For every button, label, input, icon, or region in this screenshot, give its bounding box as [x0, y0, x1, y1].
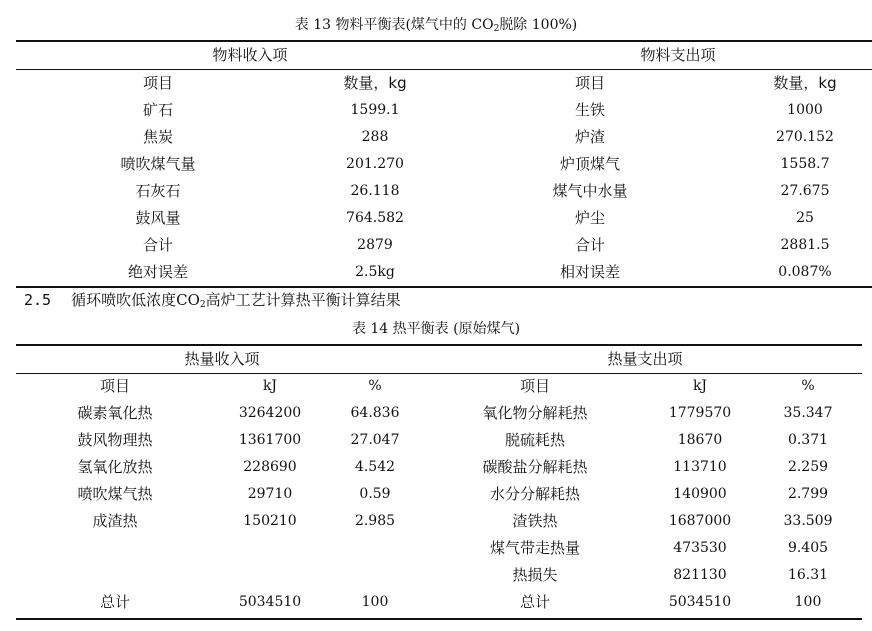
row-item-out: 渣铁热 [512, 512, 558, 530]
table14-col-kj-out: kJ [692, 378, 708, 394]
row-pct-in: 0.59 [359, 486, 391, 502]
table14-col-item-in: 项目 [99, 377, 130, 395]
row-kj-in [220, 562, 320, 589]
row-qty-in: 201.270 [346, 156, 404, 172]
row-pct-out: 100 [794, 594, 822, 610]
table-row [0, 562, 872, 589]
row-item-in: 绝对误差 [127, 263, 188, 281]
row-item-out: 总计 [519, 593, 550, 611]
row-item-in: 喷吹煤气量 [120, 155, 196, 173]
section-heading [24, 290, 401, 315]
row-qty-in: 26.118 [350, 183, 400, 199]
table14-top-rule [16, 344, 862, 346]
row-kj-out: 473530 [673, 540, 727, 556]
table14-expense-header: 热量支出项 [607, 350, 683, 368]
row-item-in [55, 562, 175, 589]
table-row [0, 205, 872, 232]
row-pct-in: 100 [361, 594, 389, 610]
row-pct-out: 33.509 [783, 513, 833, 529]
row-item-out: 相对误差 [559, 263, 620, 281]
row-item-in: 成渣热 [92, 512, 138, 530]
row-item-out: 煤气中水量 [552, 182, 628, 200]
table13-col-qty-out: 数量，kg [773, 74, 837, 92]
row-pct-out: 0.371 [787, 432, 829, 448]
row-kj-in: 3264200 [238, 405, 302, 421]
row-kj-out: 113710 [673, 459, 727, 475]
row-item-in: 碳素氧化热 [77, 404, 153, 422]
row-item-out: 热损失 [512, 566, 558, 584]
row-kj-out: 18670 [677, 432, 723, 448]
section-number: 2.5 [24, 291, 52, 309]
table13-expense-header: 物料支出项 [640, 46, 716, 64]
table-row [0, 427, 872, 454]
row-item-out: 生铁 [574, 101, 605, 119]
table13-income-header: 物料收入项 [212, 46, 288, 64]
row-item-in: 氢氧化放热 [77, 458, 153, 476]
table-row [0, 481, 872, 508]
row-item-out: 炉渣 [574, 128, 605, 146]
row-qty-in: 764.582 [346, 210, 404, 226]
table-row [0, 232, 872, 259]
row-kj-in: 5034510 [238, 594, 302, 610]
row-qty-out: 27.675 [780, 183, 830, 199]
row-qty-out: 270.152 [776, 129, 834, 145]
section-title: 循环喷吹低浓度$CO_2$高炉工艺计算热平衡计算结果 [71, 291, 401, 310]
row-pct-out: 2.799 [787, 486, 829, 502]
table-row [0, 508, 872, 535]
row-qty-in: 2.5kg [355, 264, 395, 280]
row-item-out: 碳酸盐分解耗热 [482, 458, 588, 476]
row-item-in: 石灰石 [135, 182, 181, 200]
row-pct-out: 2.259 [787, 459, 829, 475]
table13-col-item-out: 项目 [574, 74, 605, 92]
row-kj-in: 150210 [243, 513, 297, 529]
row-item-out: 氧化物分解耗热 [482, 404, 588, 422]
row-qty-out: 1000 [787, 102, 823, 118]
table14-col-pct-out: % [801, 378, 815, 394]
row-pct-in: 4.542 [354, 459, 396, 475]
row-pct-out: 35.347 [783, 405, 833, 421]
table13-bottom-rule [16, 286, 872, 288]
row-qty-in: 288 [361, 129, 389, 145]
row-pct-in: 2.985 [354, 513, 396, 529]
row-item-out: 炉尘 [574, 209, 605, 227]
row-item-in: 矿石 [142, 101, 173, 119]
row-item-out: 合计 [574, 236, 605, 254]
row-kj-out: 1687000 [668, 513, 732, 529]
row-item-in: 喷吹煤气热 [77, 485, 153, 503]
table-row [0, 178, 872, 205]
table13-column-header-row [0, 70, 872, 97]
row-item-out: 煤气带走热量 [489, 539, 580, 557]
row-item-in: 焦炭 [142, 128, 173, 146]
table-row [0, 535, 872, 562]
table14-caption: 表 14 热平衡表 (原始煤气) [351, 321, 521, 337]
table-row [0, 124, 872, 151]
row-item-in: 鼓风物理热 [77, 431, 153, 449]
table14-column-header-row [0, 373, 872, 400]
row-pct-out: 9.405 [787, 540, 829, 556]
table-row [0, 259, 872, 286]
row-item-out: 炉顶煤气 [559, 155, 620, 173]
row-kj-in: 228690 [243, 459, 297, 475]
row-qty-out: 0.087% [778, 264, 832, 280]
row-qty-out: 25 [796, 210, 814, 226]
row-pct-in [335, 535, 415, 562]
table-row [0, 589, 872, 616]
table-row [0, 400, 872, 427]
row-qty-in: 2879 [357, 237, 393, 253]
row-kj-out: 821130 [673, 567, 727, 583]
row-qty-out: 1558.7 [780, 156, 830, 172]
table14-col-item-out: 项目 [519, 377, 550, 395]
row-kj-in: 29710 [247, 486, 293, 502]
table14-income-header: 热量收入项 [184, 350, 260, 368]
row-kj-out: 5034510 [668, 594, 732, 610]
table14-col-kj-in: kJ [262, 378, 278, 394]
row-kj-out: 140900 [673, 486, 727, 502]
row-item-out: 脱硫耗热 [504, 431, 565, 449]
table13-caption: 表 13 物料平衡表(煤气中的 $CO_2$脱除 100%) [294, 17, 578, 34]
row-item-out: 水分分解耗热 [489, 485, 580, 503]
table14-col-pct-in: % [368, 378, 382, 394]
table13-top-rule [16, 40, 872, 42]
row-item-in: 鼓风量 [135, 209, 181, 227]
table-row [0, 97, 872, 124]
table14-bottom-rule [16, 618, 862, 620]
table13-col-item-in: 项目 [142, 74, 173, 92]
row-item-in: 总计 [99, 593, 130, 611]
row-kj-out: 1779570 [668, 405, 732, 421]
row-pct-out: 16.31 [787, 567, 829, 583]
row-pct-in: 64.836 [350, 405, 400, 421]
row-pct-in: 27.047 [350, 432, 400, 448]
row-item-in [55, 535, 175, 562]
row-qty-in: 1599.1 [350, 102, 400, 118]
table-row [0, 454, 872, 481]
table13-col-qty-in: 数量，kg [343, 74, 407, 92]
row-kj-in [220, 535, 320, 562]
row-item-in: 合计 [142, 236, 173, 254]
table-row [0, 151, 872, 178]
row-pct-in [335, 562, 415, 589]
row-qty-out: 2881.5 [780, 237, 830, 253]
row-kj-in: 1361700 [238, 432, 302, 448]
